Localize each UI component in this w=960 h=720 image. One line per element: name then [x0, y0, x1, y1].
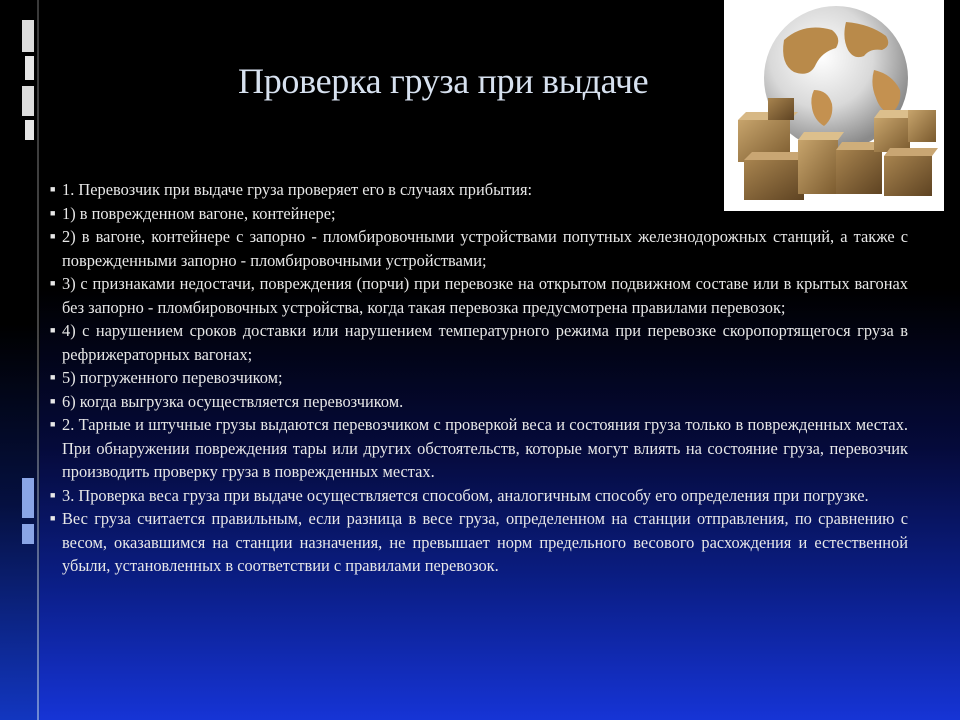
bullet-text: 2. Тарные и штучные грузы выдаются перевозчиком с проверкой веса и состояния груза только в поврежденных местах. При обнаружении повреждения тары или других обстоятельств, которые могут влиять на состояние груза, перевозчик производить проверку груза в поврежденных местах. — [62, 415, 908, 481]
bullet-item — [50, 390, 908, 414]
slide-title: Проверка груза при выдаче — [238, 61, 649, 101]
bullet-item — [50, 366, 908, 390]
bullet-text: 5) погруженного перевозчиком; — [62, 368, 283, 387]
bullet-icon: ■ — [50, 184, 56, 194]
decor-bar — [22, 524, 34, 544]
decor-bar — [22, 478, 34, 518]
bullet-item — [50, 319, 908, 366]
bullet-text: 1) в поврежденном вагоне, контейнере; — [62, 203, 336, 223]
bullet-item — [50, 225, 908, 272]
bullet-icon: ■ — [50, 231, 56, 241]
bullet-list — [50, 178, 908, 578]
decor-bar — [22, 86, 34, 116]
bullet-icon: ■ — [50, 419, 56, 429]
left-decor-line — [37, 0, 39, 720]
bullet-item — [50, 507, 908, 578]
bullet-icon: ■ — [50, 489, 56, 500]
bullet-item — [50, 272, 908, 319]
decor-bar — [22, 20, 34, 52]
decor-bar — [25, 56, 34, 80]
bullet-icon: ■ — [50, 325, 56, 335]
bullet-icon: ■ — [50, 513, 56, 523]
bullet-text: 4) с нарушением сроков доставки или нарушением температурного режима при перевозке скоропортящегося груза в рефрижераторных вагонах; — [62, 321, 908, 364]
decor-bar — [25, 120, 34, 140]
bullet-item — [50, 484, 908, 508]
bullet-icon: ■ — [50, 395, 56, 406]
bullet-text: 3. Проверка веса груза при выдаче осуществляется способом, аналогичным способу его определения при погрузке. — [62, 485, 869, 505]
bullet-item — [50, 413, 908, 484]
bullet-icon: ■ — [50, 278, 56, 288]
bullet-text: Вес груза считается правильным, если разница в весе груза, определенном на станции отправления, по сравнению с весом, оказавшимся на станции назначения, не превышает норм предельного весового расхождения и естественной убыли, установленных в соответствии с правилами перевозок. — [62, 509, 908, 575]
bullet-item — [50, 178, 908, 202]
bullet-text: 3) с признаками недостачи, повреждения (порчи) при перевозке на открытом подвижном составе или в крытых вагонах без запорно - пломбировочных устройства, когда такая перевозка предусмотрена правилами перевозок; — [62, 274, 908, 317]
bullet-item — [50, 202, 908, 226]
bullet-text: 6) когда выгрузка осуществляется перевозчиком. — [62, 391, 404, 411]
bullet-icon: ■ — [50, 207, 56, 218]
bullet-icon: ■ — [50, 372, 56, 382]
left-decor-strip — [0, 0, 40, 720]
bullet-text: 1. Перевозчик при выдаче груза проверяет его в случаях прибытия: — [62, 180, 533, 199]
bullet-text: 2) в вагоне, контейнере с запорно - пломбировочными устройствами попутных железнодорожных станций, а также с поврежденными запорно - пломбировочными устройствами; — [62, 227, 908, 270]
